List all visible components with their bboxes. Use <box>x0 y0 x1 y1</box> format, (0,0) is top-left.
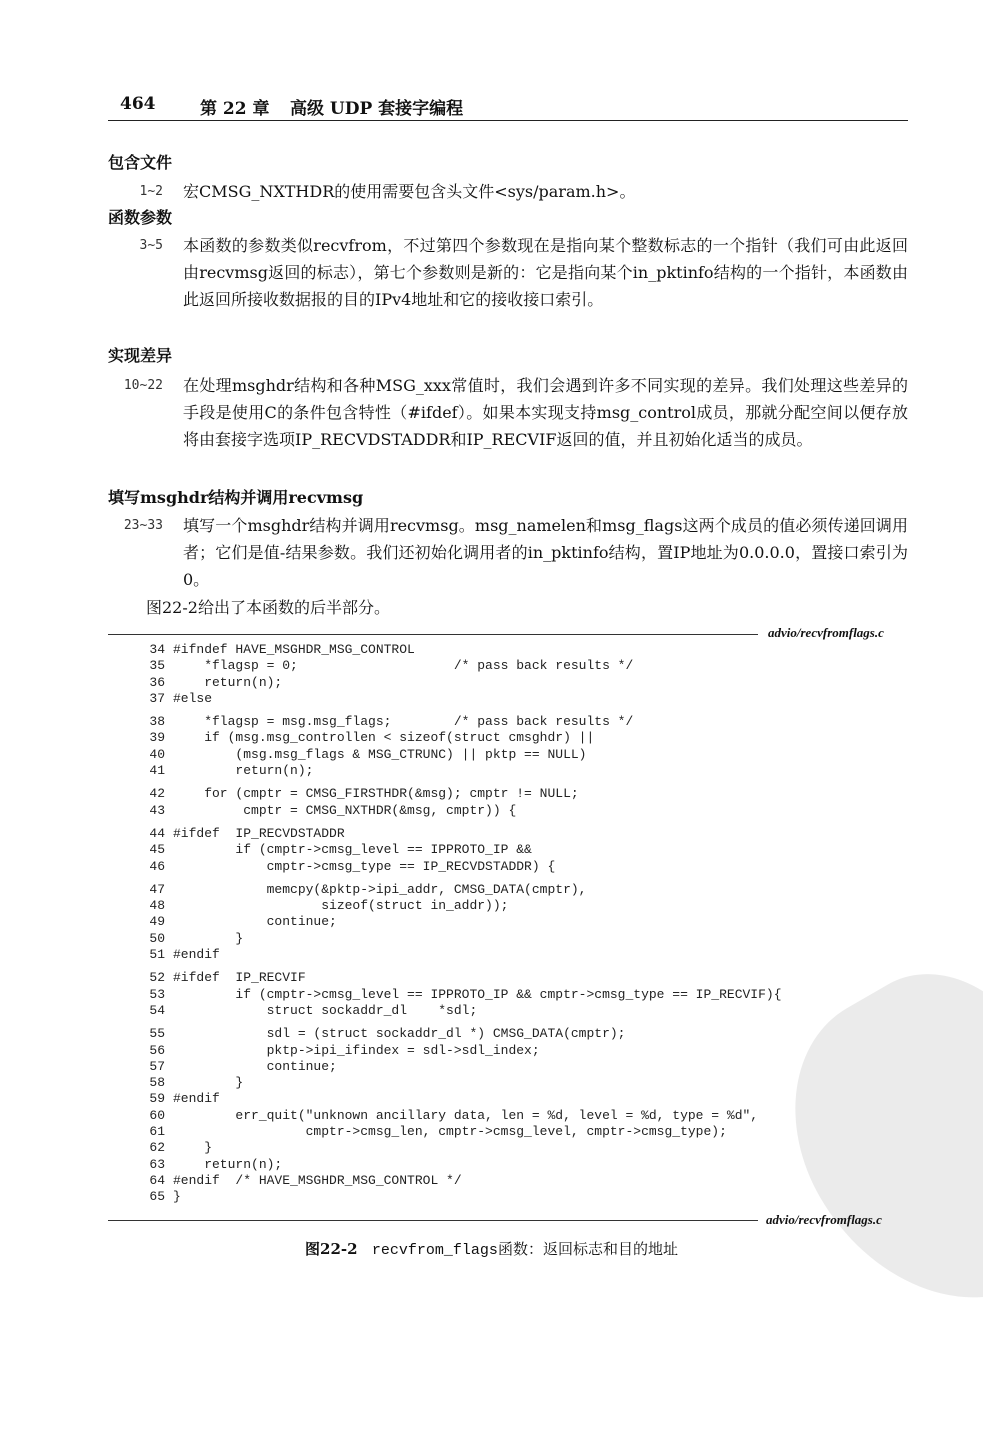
code-line-text: #endif <box>173 947 220 963</box>
caption-text: 函数：返回标志和目的地址 <box>497 1240 678 1258</box>
caption-label: 图22-2 <box>305 1240 358 1258</box>
code-line-number: 35 <box>149 658 165 674</box>
code-line-number: 34 <box>149 642 165 657</box>
code-line <box>143 1108 782 1124</box>
code-line-text: if (msg.msg_controllen < sizeof(struct cmsghdr) || <box>173 730 595 746</box>
code-line-text: } <box>173 1140 213 1156</box>
section-heading: 包含文件 <box>108 153 173 172</box>
code-line <box>143 826 782 842</box>
paragraph-text: 在处理msghdr结构和各种MSG_xxx常值时，我们会遇到许多不同实现的差异。我们处理这些差异的手段是使用C的条件包含特性（#ifdef）。如果本实现支持msg_control成员，那就分配空间以便存放将由套接字选项IP_RECVDSTADDR和IP_RECVIF返回的值，并且初始化适当的成员。 <box>183 376 908 449</box>
code-line-text: #ifdef IP_RECVIF <box>173 970 306 986</box>
code-line-number: 51 <box>149 947 165 963</box>
section-heading: 实现差异 <box>108 346 173 365</box>
code-line-number: 48 <box>149 898 165 914</box>
code-line-text: return(n); <box>173 674 283 690</box>
code-line <box>143 1140 782 1156</box>
figure-caption <box>0 1238 983 1259</box>
code-line <box>143 658 782 674</box>
code-line-number: 65 <box>149 1189 165 1205</box>
code-line-text: } <box>173 1189 181 1205</box>
code-line-text: #else <box>173 690 213 706</box>
code-line <box>143 931 782 947</box>
code-line <box>143 898 782 914</box>
figure-intro: 图22-2给出了本函数的后半部分。 <box>146 598 390 617</box>
code-line-number: 47 <box>149 881 165 897</box>
code-line-number: 53 <box>149 986 165 1002</box>
paragraph-text: 宏CMSG_NXTHDR的使用需要包含头文件<sys/param.h>。 <box>183 182 636 201</box>
code-line-text: continue; <box>173 1058 337 1074</box>
code-line <box>143 987 782 1003</box>
code-line <box>143 1091 782 1107</box>
code-line <box>143 859 782 875</box>
code-line-text: pktp->ipi_ifindex = sdl->sdl_index; <box>173 1042 540 1058</box>
code-line-number: 50 <box>149 930 165 946</box>
code-line-number: 62 <box>149 1140 165 1156</box>
code-line-number: 39 <box>149 730 165 746</box>
code-line-text: if (cmptr->cmsg_level == IPPROTO_IP && cmptr->cmsg_type == IP_RECVIF){ <box>173 986 782 1002</box>
line-ref: 23~33 <box>123 518 163 533</box>
code-line-number: 54 <box>149 1002 165 1018</box>
code-line <box>143 691 782 707</box>
code-line <box>143 1124 782 1140</box>
code-line-number: 57 <box>149 1058 165 1074</box>
paragraph <box>108 232 908 313</box>
code-line-text: memcpy(&pktp->ipi_addr, CMSG_DATA(cmptr), <box>173 881 587 897</box>
caption-func: recvfrom_flags <box>371 1242 498 1259</box>
code-line-text: sdl = (struct sockaddr_dl *) CMSG_DATA(cmptr); <box>173 1026 626 1042</box>
code-line-text: cmptr->cmsg_type == IP_RECVDSTADDR) { <box>173 858 556 874</box>
code-line <box>143 1075 782 1091</box>
code-line-text: (msg.msg_flags & MSG_CTRUNC) || pktp == NULL) <box>173 746 587 762</box>
code-line <box>143 970 782 986</box>
code-line-text: sizeof(struct in_addr)); <box>173 898 509 914</box>
code-line-text: } <box>173 930 244 946</box>
code-line-number: 46 <box>149 858 165 874</box>
code-line-text: #ifndef HAVE_MSGHDR_MSG_CONTROL <box>173 642 415 657</box>
code-line-number: 61 <box>149 1124 165 1140</box>
section-heading: 函数参数 <box>108 208 173 227</box>
code-line-number: 36 <box>149 674 165 690</box>
code-line-number: 60 <box>149 1107 165 1123</box>
paragraph-text: 填写一个msghdr结构并调用recvmsg。msg_namelen和msg_flags这两个成员的值必须传递回调用者；它们是值-结果参数。我们还初始化调用者的in_pktinfo结构，置IP地址为0.0.0.0，置接口索引为0。 <box>183 516 908 589</box>
code-line <box>143 747 782 763</box>
code-line-number: 59 <box>149 1091 165 1107</box>
code-line-number: 37 <box>149 690 165 706</box>
code-line-text: cmptr->cmsg_len, cmptr->cmsg_level, cmptr->cmsg_type); <box>173 1124 727 1140</box>
paragraph-text: 本函数的参数类似recvfrom，不过第四个参数现在是指向某个整数标志的一个指针（我们可由此返回由recvmsg返回的标志），第七个参数则是新的：它是指向某个in_pktinfo结构的一个指针，本函数由此返回所接收数据报的目的IPv4地址和它的接收接口索引。 <box>183 236 908 309</box>
code-line-number: 56 <box>149 1042 165 1058</box>
chapter-title: 高级 UDP 套接字编程 <box>290 99 464 119</box>
code-line-text: *flagsp = 0; /* pass back results */ <box>173 658 634 674</box>
code-line-text: cmptr = CMSG_NXTHDR(&msg, cmptr)) { <box>173 802 517 818</box>
code-line-text: #endif <box>173 1091 220 1107</box>
code-line-number: 42 <box>149 786 165 802</box>
code-line <box>143 1043 782 1059</box>
code-line-text: for (cmptr = CMSG_FIRSTHDR(&msg); cmptr != NULL; <box>173 786 579 802</box>
code-line <box>143 1157 782 1173</box>
code-line-number: 45 <box>149 842 165 858</box>
paragraph <box>108 178 908 205</box>
code-line <box>143 763 782 779</box>
code-line-number: 49 <box>149 914 165 930</box>
code-line <box>143 730 782 746</box>
code-line-number: 41 <box>149 763 165 779</box>
code-line <box>143 786 782 802</box>
code-listing <box>143 642 782 1206</box>
code-line <box>143 675 782 691</box>
code-line <box>143 882 782 898</box>
code-line-number: 43 <box>149 802 165 818</box>
code-line <box>143 842 782 858</box>
code-line <box>143 1189 782 1205</box>
line-ref: 3~5 <box>139 238 163 253</box>
code-line-text: return(n); <box>173 763 314 779</box>
code-line <box>143 1003 782 1019</box>
code-line-number: 55 <box>149 1026 165 1042</box>
code-line-text: continue; <box>173 914 337 930</box>
file-name-bottom: advio/recvfromflags.c <box>766 1212 882 1227</box>
page-number: 464 <box>120 94 156 114</box>
paragraph <box>108 512 908 593</box>
running-header <box>108 92 908 121</box>
code-line-number: 63 <box>149 1156 165 1172</box>
code-top-rule <box>108 634 758 635</box>
code-line <box>143 714 782 730</box>
code-line-text: #endif /* HAVE_MSGHDR_MSG_CONTROL */ <box>173 1172 462 1188</box>
code-line-text: *flagsp = msg.msg_flags; /* pass back results */ <box>173 714 634 730</box>
code-line-number: 64 <box>149 1172 165 1188</box>
line-ref: 10~22 <box>123 378 163 393</box>
code-line <box>143 914 782 930</box>
code-line-number: 58 <box>149 1075 165 1091</box>
code-line-number: 40 <box>149 746 165 762</box>
code-line <box>143 947 782 963</box>
chapter-label: 第 22 章 <box>200 99 270 119</box>
code-line <box>143 642 782 658</box>
code-bottom-rule <box>108 1220 758 1221</box>
code-line <box>143 1026 782 1042</box>
paragraph <box>108 372 908 453</box>
code-line-text: struct sockaddr_dl *sdl; <box>173 1002 478 1018</box>
code-line-number: 52 <box>149 970 165 986</box>
code-line <box>143 1173 782 1189</box>
code-line-number: 38 <box>149 714 165 730</box>
code-line-text: } <box>173 1075 244 1091</box>
section-heading: 填写msghdr结构并调用recvmsg <box>108 488 364 507</box>
line-ref: 1~2 <box>139 184 163 199</box>
file-name-top: advio/recvfromflags.c <box>768 625 884 640</box>
code-line-number: 44 <box>149 825 165 841</box>
code-line <box>143 803 782 819</box>
code-line-text: return(n); <box>173 1156 283 1172</box>
code-line-text: err_quit("unknown ancillary data, len = %d, level = %d, type = %d", <box>173 1107 759 1123</box>
code-line-text: if (cmptr->cmsg_level == IPPROTO_IP && <box>173 842 532 858</box>
code-line-text: #ifdef IP_RECVDSTADDR <box>173 825 345 841</box>
code-line <box>143 1059 782 1075</box>
